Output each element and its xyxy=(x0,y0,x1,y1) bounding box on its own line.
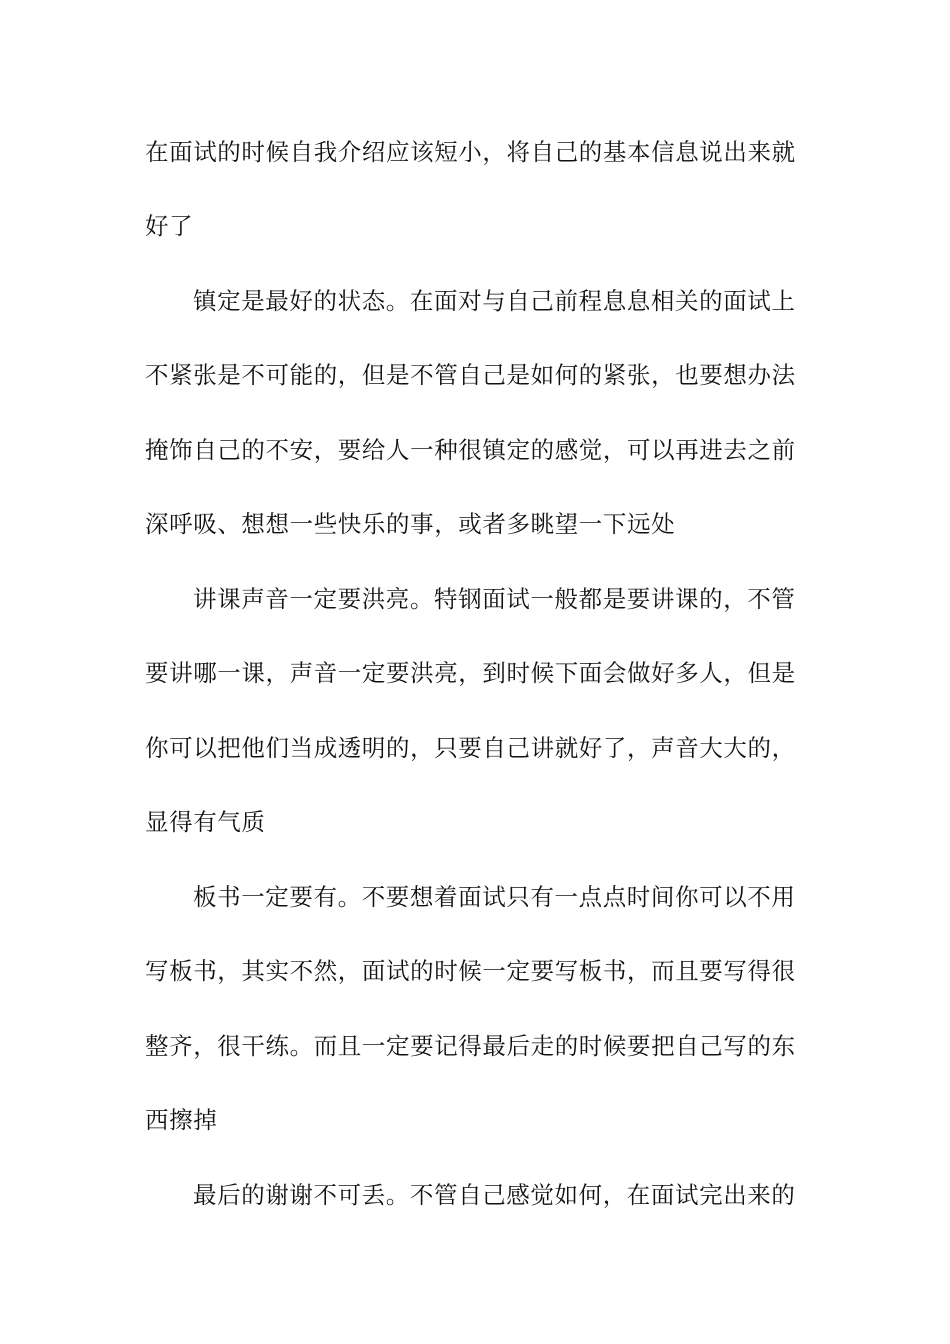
paragraph-2-line-4: 深呼吸、想想一些快乐的事，或者多眺望一下远处 xyxy=(145,510,676,538)
paragraph-1-line-2: 好了 xyxy=(145,212,194,240)
paragraph-3-line-4: 显得有气质 xyxy=(145,808,266,836)
paragraph-2-line-1: 镇定是最好的状态。在面对与自己前程息息相关的面试上 xyxy=(193,287,796,315)
paragraph-2-line-3: 掩饰自己的不安，要给人一种很镇定的感觉，可以再进去之前 xyxy=(145,436,796,464)
paragraph-4-line-2: 写板书，其实不然，面试的时候一定要写板书，而且要写得很 xyxy=(145,957,796,985)
paragraph-4-line-4: 西擦掉 xyxy=(145,1106,218,1134)
paragraph-4-line-3: 整齐，很干练。而且一定要记得最后走的时候要把自己写的东 xyxy=(145,1032,796,1060)
paragraph-4-line-1: 板书一定要有。不要想着面试只有一点点时间你可以不用 xyxy=(193,883,796,911)
paragraph-1-line-1: 在面试的时候自我介绍应该短小，将自己的基本信息说出来就 xyxy=(145,138,796,166)
paragraph-3-line-1: 讲课声音一定要洪亮。特钢面试一般都是要讲课的，不管 xyxy=(193,585,796,613)
paragraph-3-line-2: 要讲哪一课，声音一定要洪亮，到时候下面会做好多人，但是 xyxy=(145,659,796,687)
paragraph-5-line-1: 最后的谢谢不可丢。不管自己感觉如何，在面试完出来的 xyxy=(193,1181,796,1209)
paragraph-2-line-2: 不紧张是不可能的，但是不管自己是如何的紧张，也要想办法 xyxy=(145,361,796,389)
paragraph-3-line-3: 你可以把他们当成透明的，只要自己讲就好了，声音大大的， xyxy=(145,734,796,762)
